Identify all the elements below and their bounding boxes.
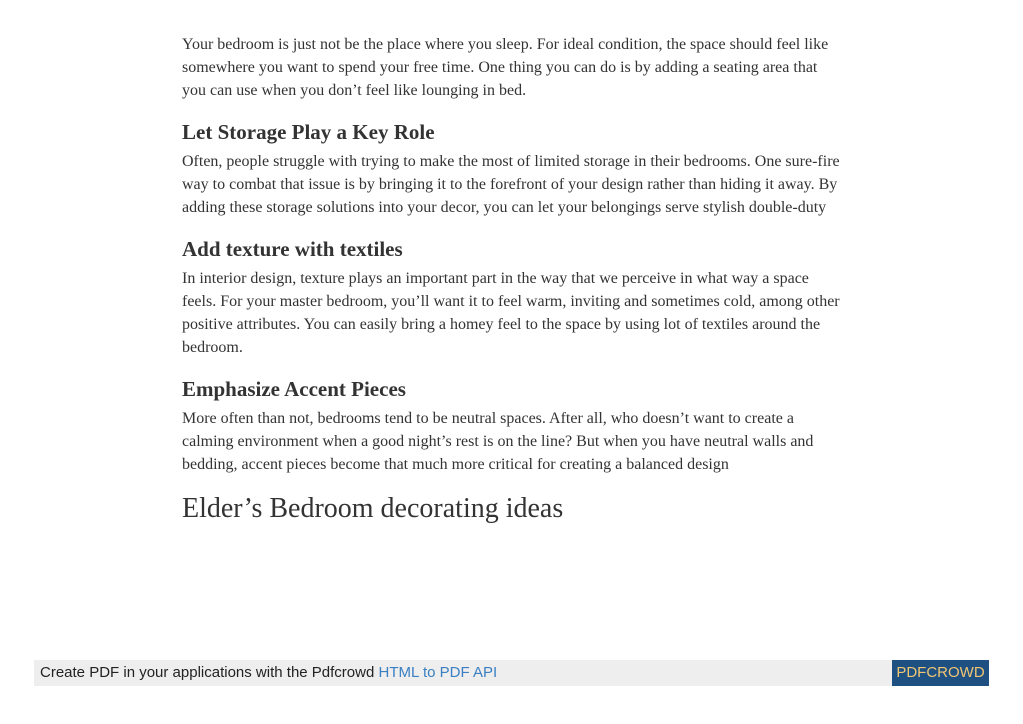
intro-paragraph: Your bedroom is just not be the place where you sleep. For ideal condition, the space should feel like somewhere you want to spend your free time. One thing you can do is by adding a seating area that you can use when you don’t feel like lounging in bed. (182, 36, 829, 99)
section-heading-texture: Add texture with textiles (182, 237, 403, 261)
section-body-texture: In interior design, texture plays an important part in the way that we perceive in what way a space feels. For your master bedroom, you’ll want it to feel warm, inviting and sometimes cold, among other positive attributes. You can easily bring a homey feel to the space by using lot of textiles around the bedroom. (182, 270, 840, 356)
footer-text-line (40, 664, 497, 681)
section-body-storage: Often, people struggle with trying to make the most of limited storage in their bedrooms. One sure-fire way to combat that issue is by bringing it to the forefront of your design rather than hiding it away. By adding these storage solutions into your decor, you can let your belongings serve stylish double-duty (182, 153, 840, 216)
article-body (182, 33, 842, 526)
footer-text: Create PDF in your applications with the Pdfcrowd (40, 664, 379, 681)
elder-bedroom-heading: Elder’s Bedroom decorating ideas (182, 493, 564, 524)
section-body-accent: More often than not, bedrooms tend to be neutral spaces. After all, who doesn’t want to create a calming environment when a good night’s rest is on the line? But when you have neutral walls and bedding, accent pieces become that much more critical for creating a balanced design (182, 410, 814, 473)
pdfcrowd-footer-bar (34, 660, 989, 686)
section-heading-accent: Emphasize Accent Pieces (182, 377, 406, 401)
html-to-pdf-api-link[interactable]: HTML to PDF API (378, 664, 498, 681)
pdfcrowd-badge-link[interactable]: PDFCROWD (892, 660, 989, 686)
section-heading-storage: Let Storage Play a Key Role (182, 120, 435, 144)
